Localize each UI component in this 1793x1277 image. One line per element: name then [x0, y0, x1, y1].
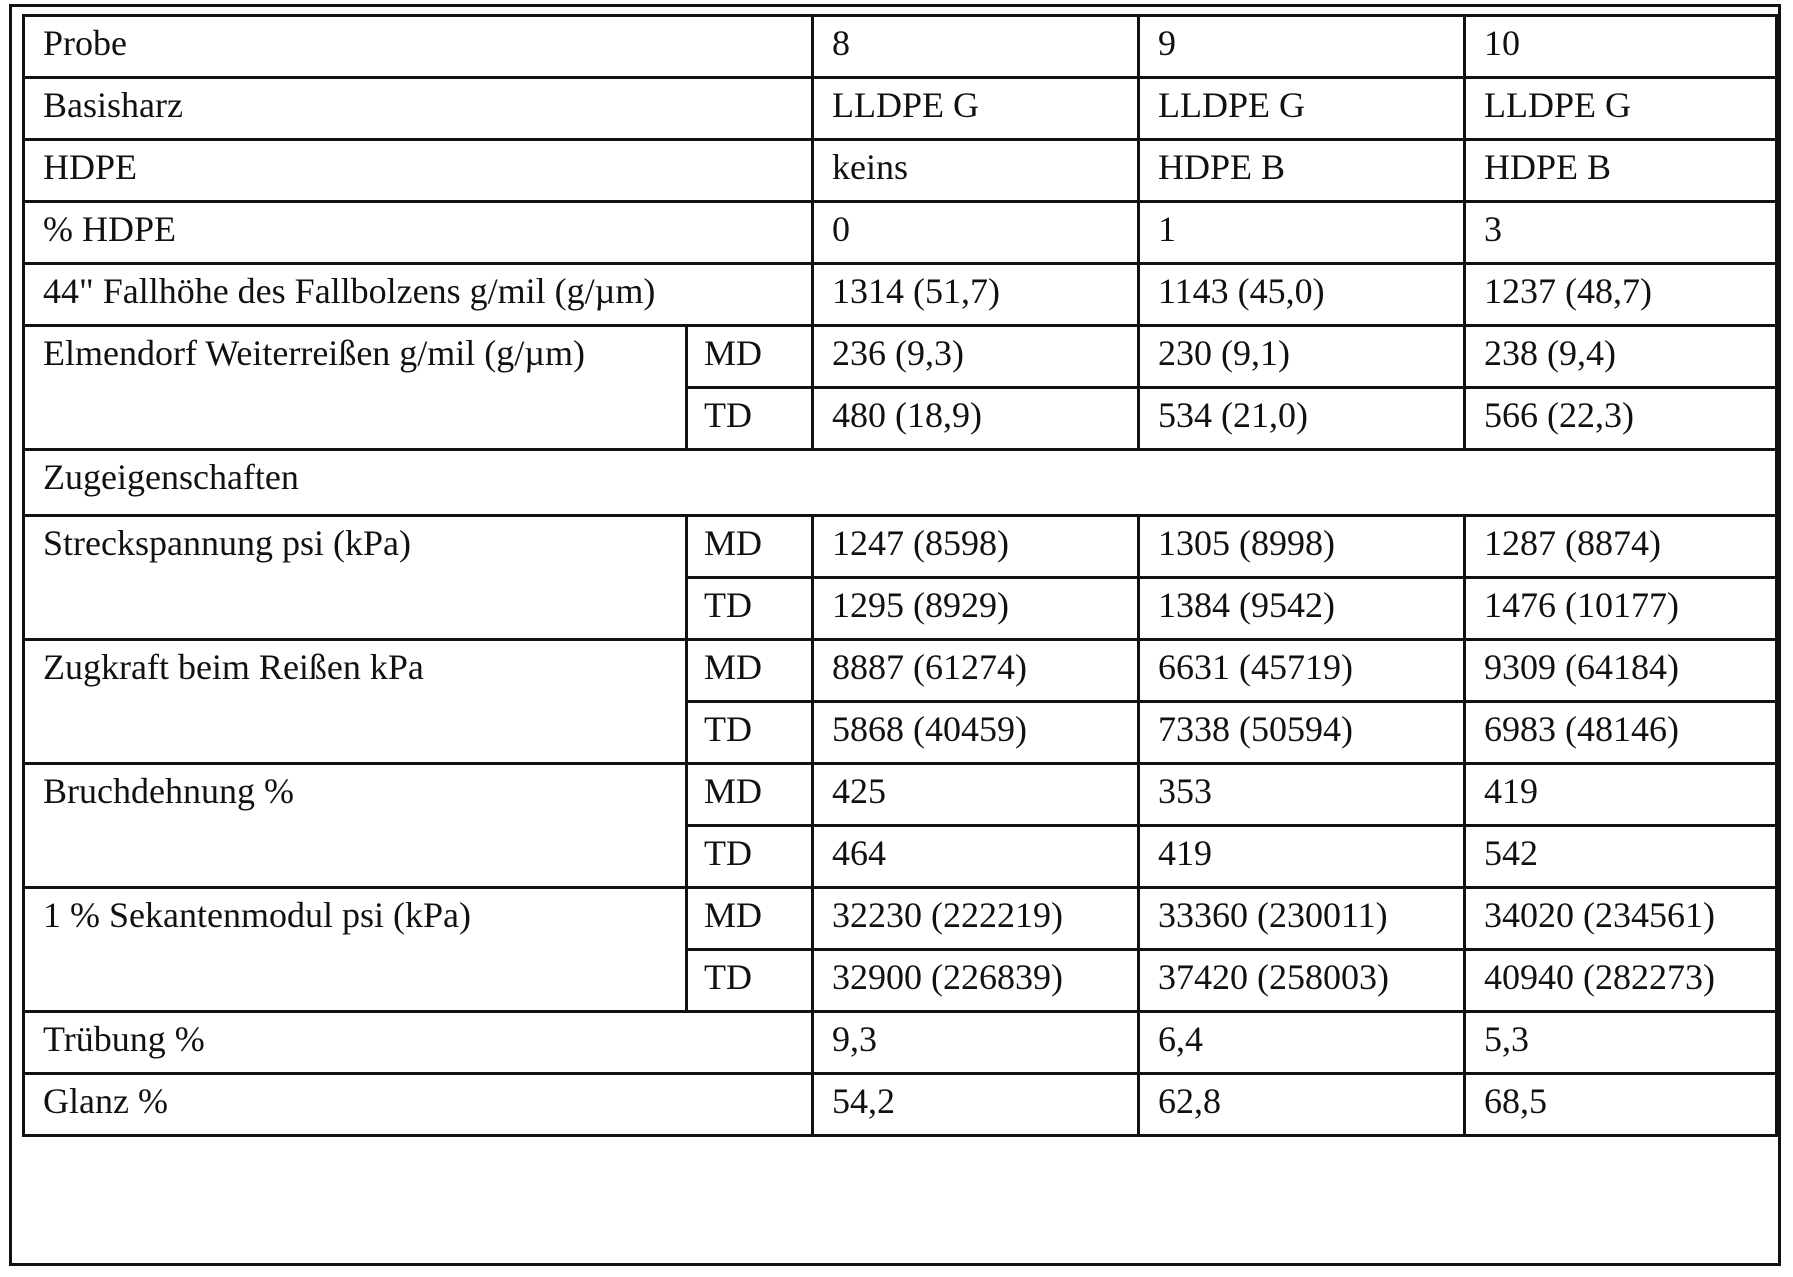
direction-label: MD [687, 640, 813, 702]
row-label: Glanz % [24, 1074, 813, 1136]
value-cell: LLDPE G [1465, 78, 1777, 140]
row-label: Zugkraft beim Reißen kPa [24, 640, 687, 764]
value-cell: 9309 (64184) [1465, 640, 1777, 702]
direction-label: TD [687, 578, 813, 640]
value-cell: 464 [813, 826, 1139, 888]
row-label: Streckspannung psi (kPa) [24, 516, 687, 640]
value-cell: 32230 (222219) [813, 888, 1139, 950]
value-cell: 9,3 [813, 1012, 1139, 1074]
direction-label: MD [687, 888, 813, 950]
properties-table [22, 14, 1778, 1137]
value-cell: 480 (18,9) [813, 388, 1139, 450]
value-cell: HDPE B [1465, 140, 1777, 202]
direction-label: MD [687, 326, 813, 388]
value-cell: 6631 (45719) [1139, 640, 1465, 702]
table-row [24, 264, 1777, 326]
row-label: Bruchdehnung % [24, 764, 687, 888]
value-cell: 34020 (234561) [1465, 888, 1777, 950]
value-cell: 62,8 [1139, 1074, 1465, 1136]
table-row [24, 202, 1777, 264]
table-row [24, 326, 1777, 388]
table-row [24, 140, 1777, 202]
row-label: 1 % Sekantenmodul psi (kPa) [24, 888, 687, 1012]
value-cell: 6,4 [1139, 1012, 1465, 1074]
value-cell: 1314 (51,7) [813, 264, 1139, 326]
value-cell: 6983 (48146) [1465, 702, 1777, 764]
value-cell: 68,5 [1465, 1074, 1777, 1136]
value-cell: 5868 (40459) [813, 702, 1139, 764]
value-cell: 419 [1139, 826, 1465, 888]
value-cell: 566 (22,3) [1465, 388, 1777, 450]
value-cell: 1295 (8929) [813, 578, 1139, 640]
value-cell: 32900 (226839) [813, 950, 1139, 1012]
value-cell: 236 (9,3) [813, 326, 1139, 388]
value-cell: 40940 (282273) [1465, 950, 1777, 1012]
value-cell: LLDPE G [813, 78, 1139, 140]
row-label: Trübung % [24, 1012, 813, 1074]
value-cell: 1143 (45,0) [1139, 264, 1465, 326]
value-cell: 1384 (9542) [1139, 578, 1465, 640]
value-cell: 7338 (50594) [1139, 702, 1465, 764]
direction-label: TD [687, 826, 813, 888]
table-row [24, 1012, 1777, 1074]
value-cell: 425 [813, 764, 1139, 826]
table-row [24, 78, 1777, 140]
direction-label: TD [687, 702, 813, 764]
direction-label: TD [687, 950, 813, 1012]
sample-header: 8 [813, 16, 1139, 78]
sample-header: 10 [1465, 16, 1777, 78]
direction-label: TD [687, 388, 813, 450]
value-cell: 33360 (230011) [1139, 888, 1465, 950]
value-cell: 8887 (61274) [813, 640, 1139, 702]
row-label: % HDPE [24, 202, 813, 264]
section-row [24, 450, 1777, 516]
row-label: Basisharz [24, 78, 813, 140]
value-cell: 230 (9,1) [1139, 326, 1465, 388]
value-cell: 37420 (258003) [1139, 950, 1465, 1012]
value-cell: 1 [1139, 202, 1465, 264]
row-label: 44" Fallhöhe des Fallbolzens g/mil (g/µm) [24, 264, 813, 326]
value-cell: 1237 (48,7) [1465, 264, 1777, 326]
table-row [24, 764, 1777, 826]
value-cell: 238 (9,4) [1465, 326, 1777, 388]
row-label: Elmendorf Weiterreißen g/mil (g/µm) [24, 326, 687, 450]
value-cell: 3 [1465, 202, 1777, 264]
value-cell: 5,3 [1465, 1012, 1777, 1074]
section-label: Zugeigenschaften [24, 450, 1777, 516]
value-cell: 1247 (8598) [813, 516, 1139, 578]
value-cell: 419 [1465, 764, 1777, 826]
sample-header: 9 [1139, 16, 1465, 78]
table-row [24, 640, 1777, 702]
table-row [24, 516, 1777, 578]
row-label: HDPE [24, 140, 813, 202]
value-cell: 1305 (8998) [1139, 516, 1465, 578]
table-row [24, 1074, 1777, 1136]
value-cell: 54,2 [813, 1074, 1139, 1136]
value-cell: 353 [1139, 764, 1465, 826]
value-cell: keins [813, 140, 1139, 202]
table-row [24, 888, 1777, 950]
value-cell: 0 [813, 202, 1139, 264]
header-row [24, 16, 1777, 78]
value-cell: HDPE B [1139, 140, 1465, 202]
direction-label: MD [687, 764, 813, 826]
direction-label: MD [687, 516, 813, 578]
value-cell: 1287 (8874) [1465, 516, 1777, 578]
value-cell: 534 (21,0) [1139, 388, 1465, 450]
row-label: Probe [24, 16, 813, 78]
value-cell: LLDPE G [1139, 78, 1465, 140]
value-cell: 542 [1465, 826, 1777, 888]
value-cell: 1476 (10177) [1465, 578, 1777, 640]
